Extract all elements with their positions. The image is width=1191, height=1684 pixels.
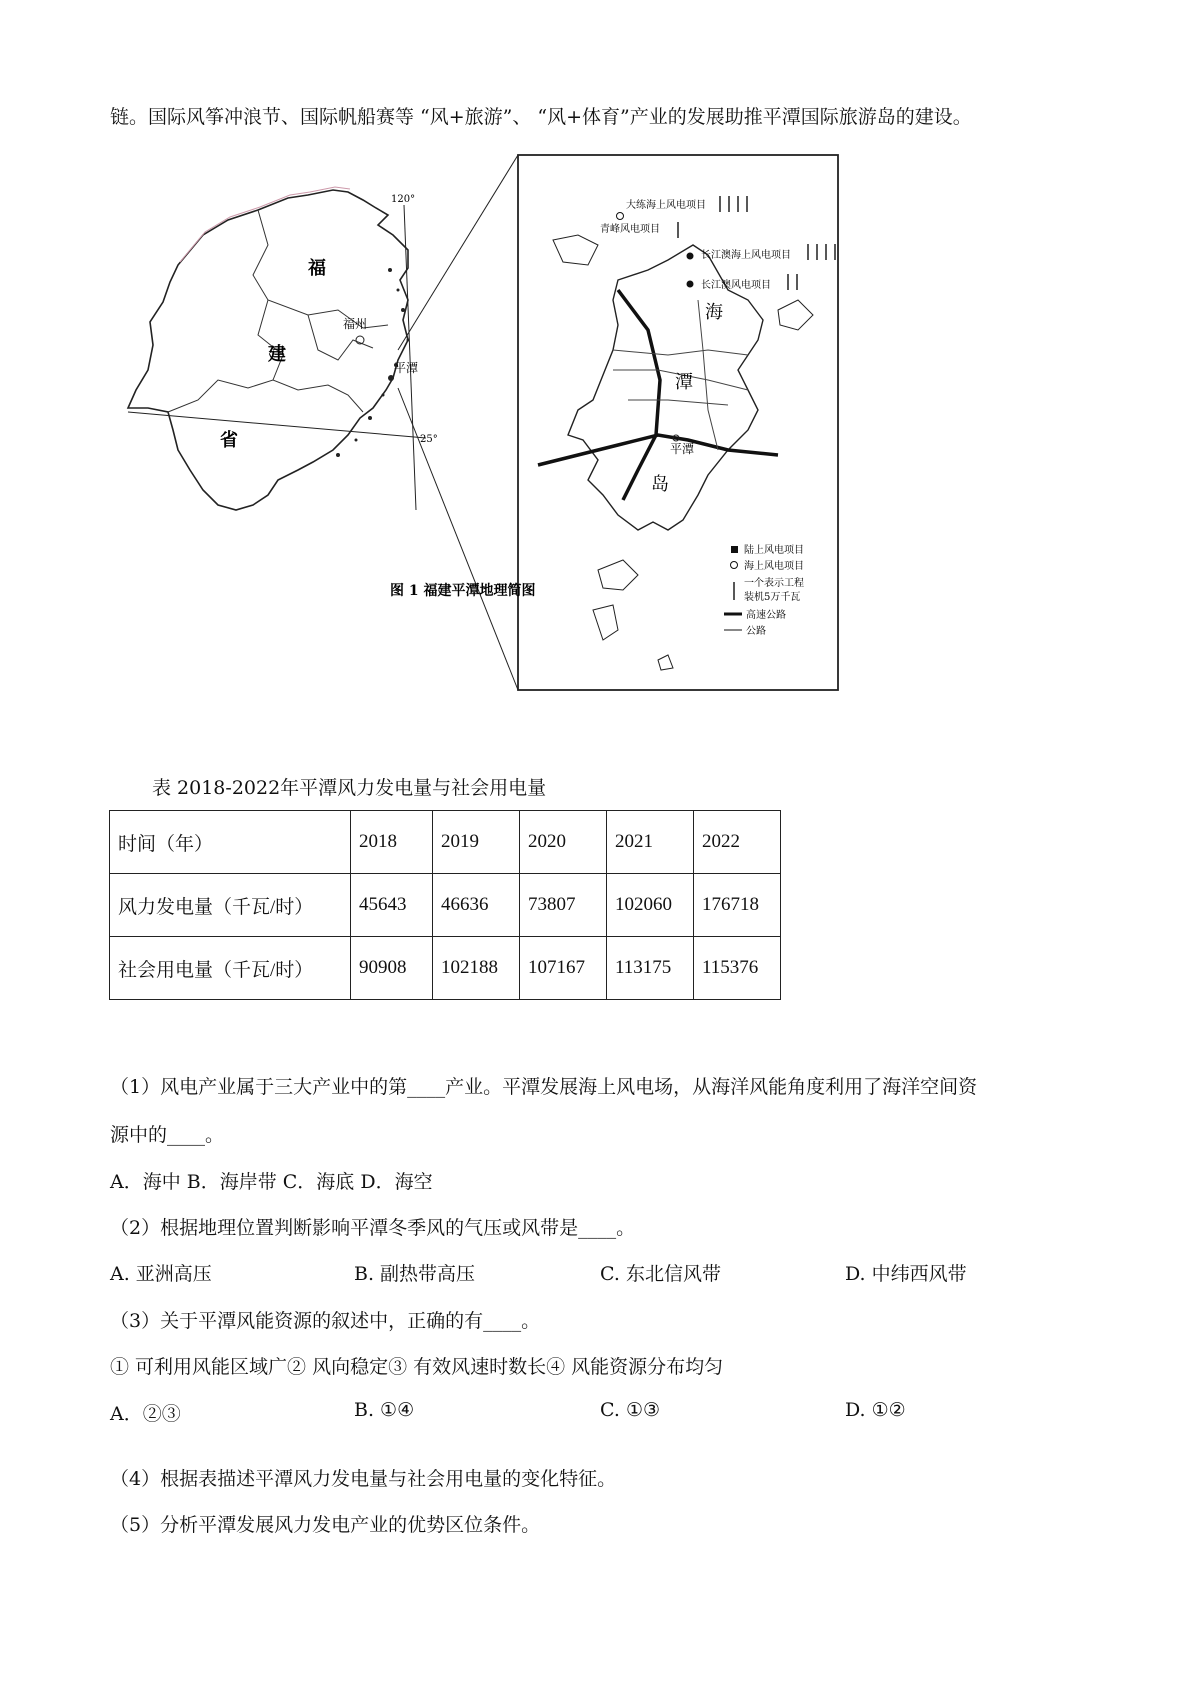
map-caption: 图 1 福建平潭地理简图 [390, 583, 536, 599]
legend-road: 公路 [746, 626, 766, 637]
q3-option-b: B. ①④ [354, 1399, 415, 1421]
table-cell: 115376 [694, 937, 781, 1000]
table-cell: 107167 [520, 937, 607, 1000]
expressway [538, 435, 778, 465]
table-cell: 46636 [433, 874, 520, 937]
table-cell: 102060 [607, 874, 694, 937]
q1-line1: （1）风电产业属于三大产业中的第____产业。平潭发展海上风电场，从海洋风能角度利用了海洋空间资 [110, 1076, 978, 1098]
q4-stem: （4）根据表描述平潭风力发电量与社会用电量的变化特征。 [110, 1468, 617, 1490]
map-legend [724, 543, 804, 637]
q3-option-d: D. ①② [845, 1399, 906, 1421]
table-cell: 2020 [520, 811, 607, 874]
q2-stem: （2）根据地理位置判断影响平潭冬季风的气压或风带是____。 [110, 1217, 636, 1239]
q5-stem: （5）分析平潭发展风力发电产业的优势区位条件。 [110, 1514, 541, 1536]
fuzhou-label: 福州 [343, 317, 368, 331]
latitude-label: 25° [420, 434, 438, 445]
q3-option-a: A．②③ [110, 1403, 181, 1425]
table-cell: 45643 [351, 874, 433, 937]
q3-statements: ① 可利用风能区域广② 风向稳定③ 有效风速时数长④ 风能资源分布均匀 [110, 1356, 724, 1378]
table-header-cell: 时间（年） [110, 811, 351, 874]
project-changjiangao-offshore: 长江澳海上风电项目 [701, 250, 791, 261]
legend-turbine-2: 装机5万千瓦 [744, 592, 801, 603]
project-changjiangao: 长江澳风电项目 [701, 280, 771, 291]
table-row [110, 874, 781, 937]
legend-expressway: 高速公路 [746, 610, 786, 621]
pingtan-town-label: 平潭 [670, 442, 695, 456]
island-char-1: 海 [705, 302, 723, 323]
project-dalian: 大练海上风电项目 [626, 200, 706, 211]
province-char-3: 省 [220, 430, 238, 451]
project-qingfeng: 青峰风电项目 [600, 224, 660, 235]
table-cell: 2019 [433, 811, 520, 874]
province-char-2: 建 [268, 344, 286, 365]
q1-line2: 源中的____。 [110, 1124, 225, 1146]
pingtan-label: 平潭 [394, 361, 419, 375]
table-row-label: 社会用电量（千瓦/时） [110, 937, 351, 1000]
q2-option-a: A. 亚洲高压 [110, 1263, 212, 1285]
table-cell: 90908 [351, 937, 433, 1000]
province-char-1: 福 [308, 258, 326, 279]
q2-option-d: D. 中纬西风带 [845, 1263, 967, 1285]
table-cell: 176718 [694, 874, 781, 937]
q3-stem: （3）关于平潭风能资源的叙述中，正确的有____。 [110, 1310, 541, 1332]
q3-option-c: C. ①③ [600, 1399, 661, 1421]
intro-paragraph: 链。国际风筝冲浪节、国际帆船赛等 “风+旅游”、 “风+体育”产业的发展助推平潭国际旅游岛的建设。 [110, 106, 972, 128]
island-char-2: 潭 [675, 372, 693, 393]
longitude-label: 120° [391, 194, 416, 205]
table-cell: 2018 [351, 811, 433, 874]
table-caption: 表 2018-2022年平潭风力发电量与社会用电量 [152, 777, 547, 799]
table-cell: 73807 [520, 874, 607, 937]
table-cell: 113175 [607, 937, 694, 1000]
table-cell: 102188 [433, 937, 520, 1000]
legend-onshore: 陆上风电项目 [744, 545, 804, 556]
pingtan-map-figure [108, 150, 928, 750]
table-row [110, 937, 781, 1000]
q2-option-b: B. 副热带高压 [354, 1263, 476, 1285]
q2-option-c: C. 东北信风带 [600, 1263, 721, 1285]
table-row [110, 811, 781, 874]
table-cell: 2022 [694, 811, 781, 874]
legend-offshore: 海上风电项目 [744, 561, 804, 572]
pingtan-marker [388, 375, 394, 381]
expressway-north-south [618, 290, 660, 500]
table-row-label: 风力发电量（千瓦/时） [110, 874, 351, 937]
table-cell: 2021 [607, 811, 694, 874]
legend-turbine-1: 一个表示工程 [744, 578, 804, 589]
q1-options: A．海中 B．海岸带 C．海底 D．海空 [110, 1171, 433, 1193]
electricity-table [109, 810, 781, 1000]
island-char-3: 岛 [651, 474, 669, 495]
